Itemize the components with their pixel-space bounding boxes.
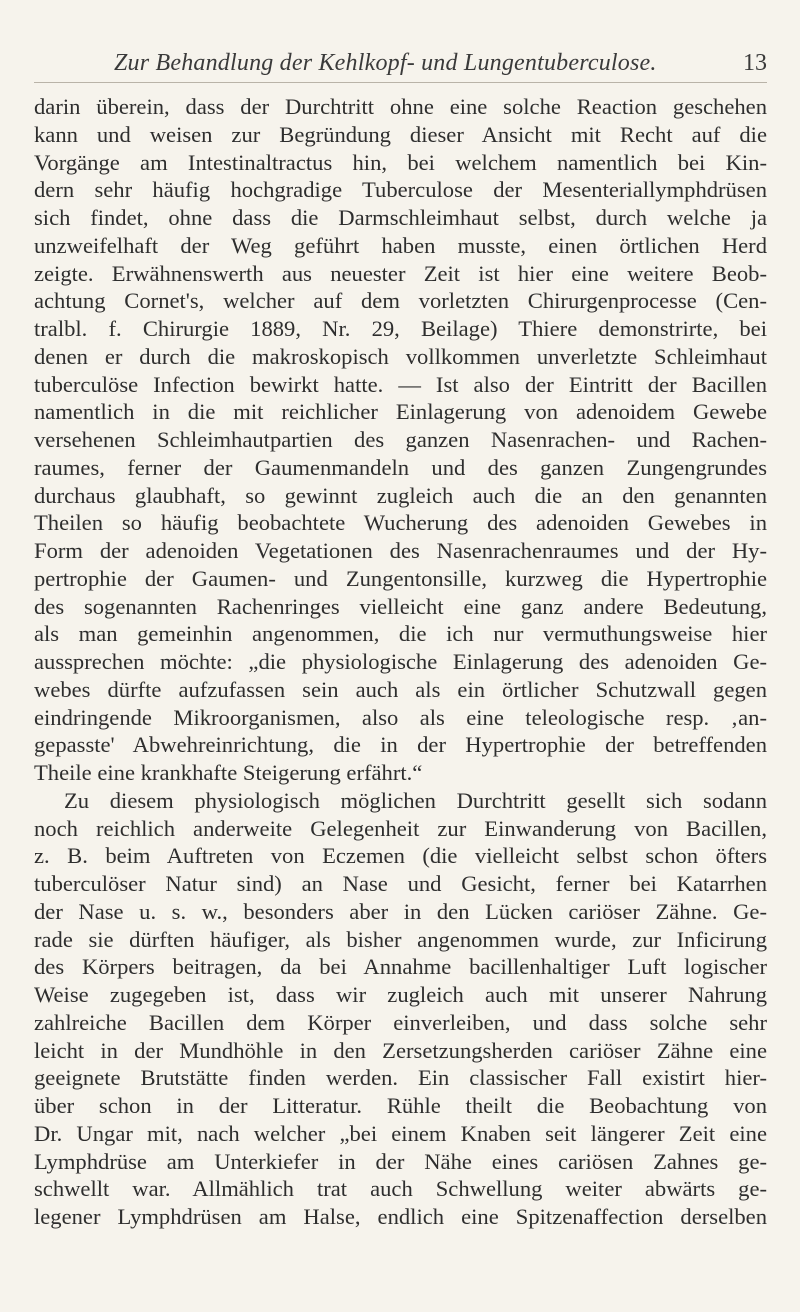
- text-line: als man gemeinhin angenommen, die ich nur vermuthungsweise hier: [34, 621, 767, 647]
- text-line: Vorgänge am Intestinaltractus hin, bei welchem namentlich bei Kin-: [34, 149, 767, 175]
- text-line: rade sie dürften häufiger, als bisher angenommen wurde, zur Inficirung: [34, 926, 767, 952]
- text-line: raumes, ferner der Gaumenmandeln und des ganzen Zungengrundes: [34, 454, 767, 480]
- text-line: Lymphdrüse am Unterkiefer in der Nähe eines cariösen Zahnes ge-: [34, 1148, 767, 1174]
- text-line: dern sehr häufig hochgradige Tuberculose der Mesenteriallymphdrüsen: [34, 177, 767, 203]
- text-line: Weise zugegeben ist, dass wir zugleich auch mit unserer Nahrung: [34, 982, 767, 1007]
- text-line: gepasste' Abwehreinrichtung, die in der Hypertrophie der betreffenden: [34, 732, 767, 758]
- text-line: webes dürfte aufzufassen sein auch als ein örtlicher Schutzwall gegen: [34, 676, 767, 702]
- text-line: Zu diesem physiologisch möglichen Durchtritt gesellt sich sodann: [64, 787, 767, 813]
- text-line: leicht in der Mundhöhle in den Zersetzungsherden cariöser Zähne eine: [34, 1037, 767, 1063]
- text-line: achtung Cornet's, welcher auf dem vorletzten Chirurgenprocesse (Cen-: [34, 288, 767, 314]
- text-line: Theilen so häufig beobachtete Wucherung des adenoiden Gewebes in: [34, 510, 767, 536]
- text-line: z. B. beim Auftreten von Eczemen (die vielleicht selbst schon öfters: [34, 843, 767, 869]
- text-line: tuberculöser Natur sind) an Nase und Gesicht, ferner bei Katarrhen: [34, 871, 767, 896]
- text-line: Dr. Ungar mit, nach welcher „bei einem Knaben seit längerer Zeit eine: [34, 1120, 767, 1146]
- text-line: aussprechen möchte: „die physiologische Einlagerung des adenoiden Ge-: [34, 649, 767, 674]
- text-line: über schon in der Litteratur. Rühle theilt die Beobachtung von: [34, 1093, 767, 1118]
- text-line: Form der adenoiden Vegetationen des Nasenrachenraumes und der Hy-: [34, 538, 767, 563]
- text-line: versehenen Schleimhautpartien des ganzen Nasenrachen- und Rachen-: [34, 427, 767, 452]
- text-line: der Nase u. s. w., besonders aber in den Lücken cariöser Zähne. Ge-: [34, 898, 767, 924]
- text-line: namentlich in die mit reichlicher Einlagerung von adenoidem Gewebe: [34, 399, 767, 425]
- text-line: tuberculöse Infection bewirkt hatte. — Ist also der Eintritt der Bacillen: [34, 371, 767, 397]
- text-line: denen er durch die makroskopisch vollkommen unverletzte Schleimhaut: [34, 343, 767, 369]
- text-line: legener Lymphdrüsen am Halse, endlich eine Spitzenaffection derselben: [34, 1204, 767, 1229]
- text-line: tralbl. f. Chirurgie 1889, Nr. 29, Beilage) Thiere demonstrirte, bei: [34, 316, 767, 341]
- running-title: Zur Behandlung der Kehlkopf- und Lungentuberculose.: [114, 50, 657, 76]
- text-line: Theile eine krankhafte Steigerung erfährt.“: [34, 760, 423, 785]
- text-line: unzweifelhaft der Weg geführt haben musste, einen örtlichen Herd: [34, 232, 767, 258]
- running-head: [34, 40, 767, 80]
- text-line: eindringende Mikroorganismen, also als eine teleologische resp. ‚an-: [34, 704, 767, 730]
- text-line: des Körpers beitragen, da bei Annahme bacillenhaltiger Luft logischer: [34, 954, 767, 980]
- text-line: durchaus glaubhaft, so gewinnt zugleich auch die an den genannten: [34, 482, 767, 508]
- text-line: sich findet, ohne dass die Darmschleimhaut selbst, durch welche ja: [34, 205, 767, 230]
- text-line: darin überein, dass der Durchtritt ohne eine solche Reaction geschehen: [34, 94, 767, 119]
- text-line: pertrophie der Gaumen- und Zungentonsille, kurzweg die Hypertrophie: [34, 565, 767, 591]
- text-line: schwellt war. Allmählich trat auch Schwellung weiter abwärts ge-: [34, 1176, 767, 1202]
- page-number: 13: [743, 50, 767, 76]
- text-line: des sogenannten Rachenringes vielleicht eine ganz andere Bedeutung,: [34, 593, 767, 619]
- text-line: zeigte. Erwähnenswerth aus neuester Zeit ist hier eine weitere Beob-: [34, 260, 767, 286]
- text-line: geeignete Brutstätte finden werden. Ein classischer Fall existirt hier-: [34, 1065, 767, 1091]
- text-line: zahlreiche Bacillen dem Körper einverleiben, und dass solche sehr: [34, 1009, 767, 1035]
- text-line: kann und weisen zur Begründung dieser Ansicht mit Recht auf die: [34, 121, 767, 147]
- body-text: [34, 93, 767, 1231]
- header-rule: [34, 82, 767, 83]
- text-line: noch reichlich anderweite Gelegenheit zur Einwanderung von Bacillen,: [34, 815, 767, 841]
